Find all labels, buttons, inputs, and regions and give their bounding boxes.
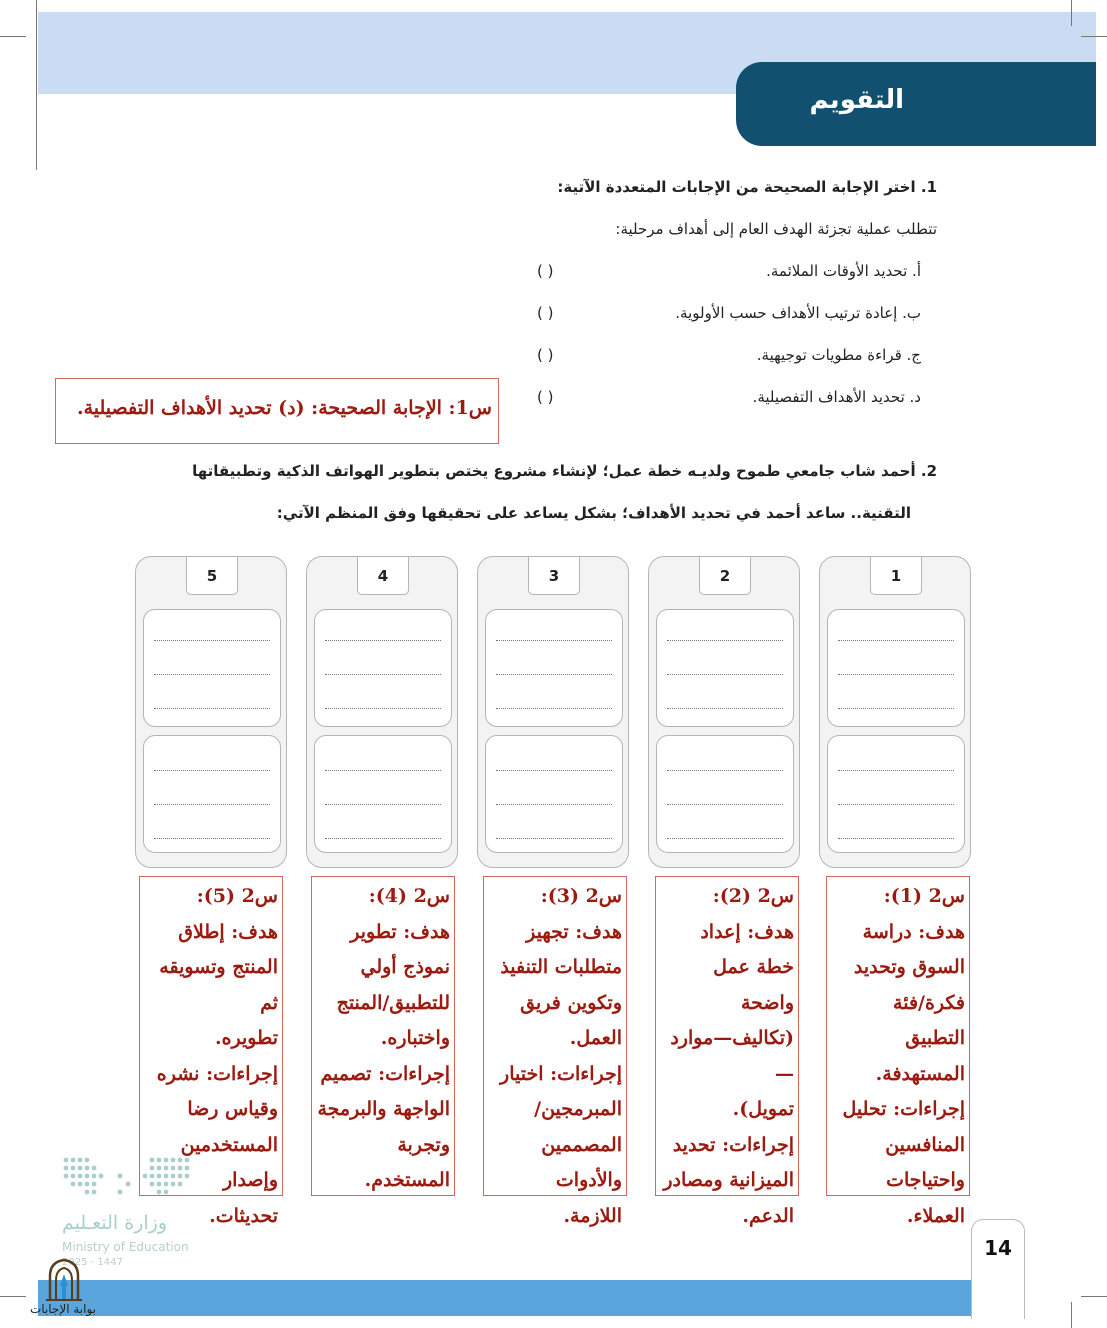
crop-mark: [1071, 0, 1072, 26]
page-title: التقويم: [809, 85, 904, 115]
q1-option-a-blank[interactable]: ( ): [537, 262, 554, 280]
page-number: 14: [984, 1236, 1012, 1260]
q2-answer-5: س2 (5): هدف: إطلاق المنتج وتسويقه ثم تطويره. إجراءات: نشره وقياس رضا المستخدمين وإصدار تحديثات.: [139, 876, 283, 1196]
crop-mark: [0, 36, 26, 37]
action-box[interactable]: [827, 735, 965, 853]
q2-answer-4: س2 (4): هدف: تطوير نموذج أولي للتطبيق/المنتج واختباره. إجراءات: تصميم الواجهة والبرمجة وتجربة المستخدم.: [311, 876, 455, 1196]
goal-box[interactable]: [485, 609, 623, 727]
organizer-column-4: [306, 556, 458, 868]
q2-answer-3: س2 (3): هدف: تجهيز متطلبات التنفيذ وتكوين فريق العمل. إجراءات: اختيار المبرمجين/المصممين والأدوات اللازمة.: [483, 876, 627, 1196]
title-tab: [736, 62, 1096, 146]
organizer-column-3: [477, 556, 629, 868]
crop-mark: [1081, 1296, 1107, 1297]
action-box[interactable]: [656, 735, 794, 853]
goal-box[interactable]: [314, 609, 452, 727]
ministry-logo-icon: [62, 1156, 196, 1198]
action-box[interactable]: [485, 735, 623, 853]
column-number: 5: [186, 557, 238, 595]
goal-box[interactable]: [827, 609, 965, 727]
q1-option-d: د. تحديد الأهداف التفصيلية.: [752, 388, 921, 406]
q1-option-d-blank[interactable]: ( ): [537, 388, 554, 406]
organizer-column-5: [135, 556, 287, 868]
crop-mark: [0, 1296, 26, 1297]
site-logo-icon: [44, 1256, 84, 1302]
q2-answer-2: س2 (2): هدف: إعداد خطة عمل واضحة (تكاليف—موارد— تمويل). إجراءات: تحديد الميزانية ومصادر الدعم.: [655, 876, 799, 1196]
edition-year: 2025 - 1447: [62, 1257, 123, 1268]
column-number: 2: [699, 557, 751, 595]
q1-prompt: 1. اختر الإجابة الصحيحة من الإجابات المتعددة الآتية:: [557, 178, 937, 196]
q2-prompt-line2: التقنية.. ساعد أحمد في تحديد الأهداف؛ بشكل يساعد على تحقيقها وفق المنظم الآتي:: [276, 504, 911, 522]
q1-option-b-blank[interactable]: ( ): [537, 304, 554, 322]
organizer-column-1: [819, 556, 971, 868]
action-box[interactable]: [314, 735, 452, 853]
action-box[interactable]: [143, 735, 281, 853]
q1-option-a: أ. تحديد الأوقات الملائمة.: [766, 262, 921, 280]
goal-box[interactable]: [143, 609, 281, 727]
q1-option-c: ج. قراءة مطويات توجيهية.: [756, 346, 921, 364]
q2-answer-1: س2 (1): هدف: دراسة السوق وتحديد فكرة/فئة التطبيق المستهدفة. إجراءات: تحليل المنافسين واحتياجات العملاء.: [826, 876, 970, 1196]
ministry-name-en: Ministry of Education: [62, 1240, 189, 1254]
crop-mark: [36, 0, 37, 170]
crop-mark: [1081, 36, 1107, 37]
q1-stem: تتطلب عملية تجزئة الهدف العام إلى أهداف مرحلية:: [615, 220, 937, 238]
q1-option-b: ب. إعادة ترتيب الأهداف حسب الأولوية.: [675, 304, 921, 322]
column-number: 3: [528, 557, 580, 595]
q1-answer-box: س1: الإجابة الصحيحة: (د) تحديد الأهداف التفصيلية.: [55, 378, 499, 444]
column-number: 1: [870, 557, 922, 595]
crop-mark: [1071, 1302, 1072, 1328]
organizer-column-2: [648, 556, 800, 868]
ministry-name-ar: وزارة التعـليم: [62, 1212, 168, 1234]
q2-prompt-line1: 2. أحمد شاب جامعي طموح ولديـه خطة عمل؛ لإنشاء مشروع يختص بتطوير الهواتف الذكية وتطبيقاتها: [192, 462, 937, 480]
site-name: بوابة الإجابات: [30, 1302, 97, 1316]
column-number: 4: [357, 557, 409, 595]
page-number-tab: [971, 1219, 1025, 1319]
goal-box[interactable]: [656, 609, 794, 727]
q1-option-c-blank[interactable]: ( ): [537, 346, 554, 364]
footer-band: [38, 1280, 971, 1316]
